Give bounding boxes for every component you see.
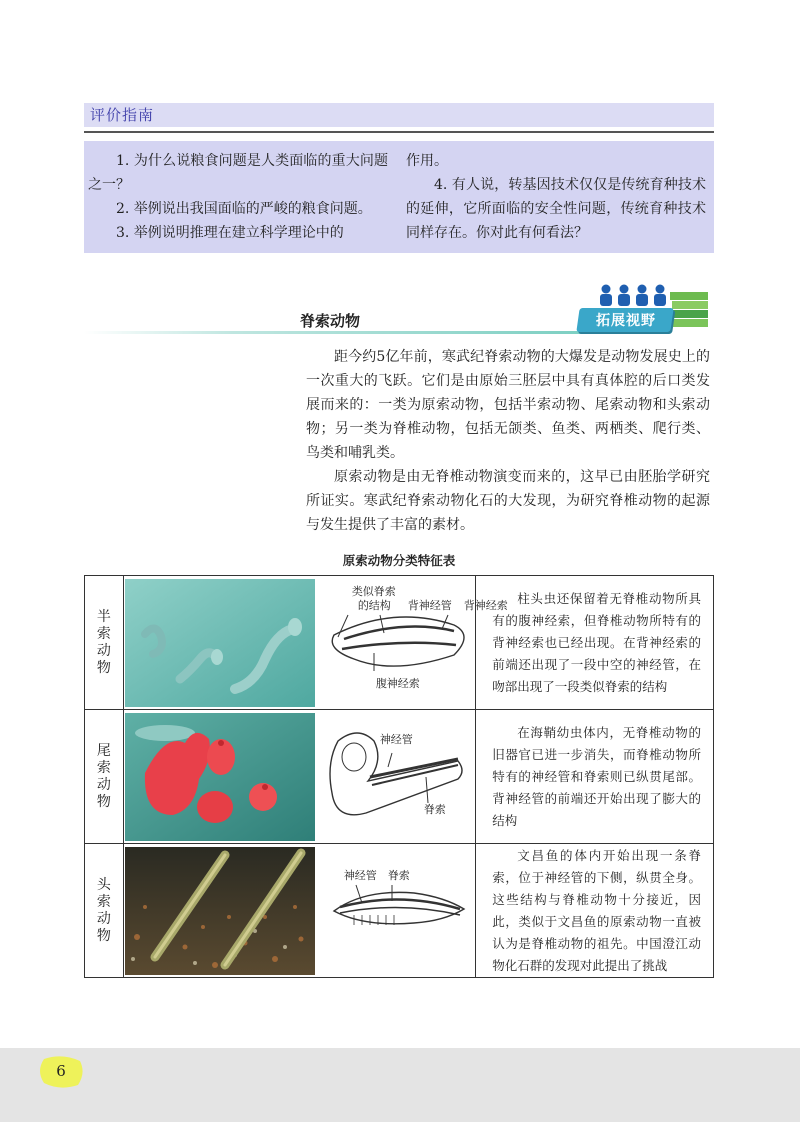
image-cell xyxy=(123,844,475,978)
row-name: 半索动物 xyxy=(96,608,111,676)
question-1: 1. 为什么说粮食问题是人类面临的重大问题之一？ xyxy=(88,153,388,193)
row-name-cell xyxy=(85,710,124,844)
label-notochord: 脊索 xyxy=(423,802,446,816)
question-4: 4. 有人说，转基因技术仅仅是传统育种技术的延伸，它所面临的安全性问题，传统育种技术同样存在。你对此有何看法？ xyxy=(406,177,706,241)
row-description: 在海鞘幼虫体内，无脊椎动物的旧器官已进一步消失，而脊椎动物所特有的神经管和脊索则已纵贯尾部。背神经管的前端还开始出现了膨大的结构 xyxy=(492,724,701,828)
description-cell xyxy=(476,576,714,710)
extension-badge: 拓展视野 xyxy=(596,313,656,329)
label-notochord: 脊索 xyxy=(387,868,410,882)
table-title: 原索动物分类特征表 xyxy=(342,553,456,568)
row-name-cell xyxy=(85,576,124,710)
label-ventral-nerve-cord: 腹神经索 xyxy=(375,676,420,690)
description-cell xyxy=(476,844,714,978)
evaluation-left-column xyxy=(88,149,388,245)
question-3: 3. 举例说明推理在建立科学理论中的 xyxy=(116,225,344,241)
extension-body xyxy=(306,345,710,537)
amphioxus-photo xyxy=(125,847,315,975)
books-icon xyxy=(668,290,710,330)
page-number: 6 xyxy=(56,1062,66,1080)
evaluation-title: 评价指南 xyxy=(90,106,155,124)
table-row xyxy=(85,710,714,844)
paragraph-2: 原索动物是由无脊椎动物演变而来的，这早已由胚胎学研究所证实。寒武纪脊索动物化石的大发现，为研究脊椎动物的起源与发生提供了丰富的素材。 xyxy=(306,469,710,533)
question-2: 2. 举例说出我国面临的严峻的粮食问题。 xyxy=(116,201,372,217)
evaluation-header xyxy=(84,103,714,127)
row-description: 柱头虫还保留着无脊椎动物所具有的腹神经索，但脊椎动物所特有的背神经索也已经出现。在背神经索的前端还出现了一段中空的神经管，在吻部出现了一段类似脊索的结构 xyxy=(492,590,701,694)
row-name: 尾索动物 xyxy=(96,742,111,810)
sea-squirt-diagram xyxy=(314,711,478,843)
row-name-cell xyxy=(85,844,124,978)
row-name: 头索动物 xyxy=(96,876,111,944)
description-cell xyxy=(476,710,714,844)
acorn-worm-photo xyxy=(125,579,315,707)
label-nerve-tube: 神经管 xyxy=(343,868,377,882)
amphioxus-diagram xyxy=(314,845,478,977)
page-footer xyxy=(0,1048,800,1122)
evaluation-right-column xyxy=(406,149,706,245)
label-dorsal-nerve-tube: 背神经管 xyxy=(407,598,452,612)
section-rule xyxy=(84,331,584,334)
label-nerve-tube: 神经管 xyxy=(379,732,413,746)
label-structure: 的结构 xyxy=(357,598,391,612)
table-row xyxy=(85,576,714,710)
sea-squirt-photo xyxy=(125,713,315,841)
image-cell xyxy=(123,576,508,710)
label-notochord-like: 类似脊索 xyxy=(351,584,396,598)
section-title: 脊索动物 xyxy=(300,312,361,330)
classification-table xyxy=(84,575,714,978)
label-dorsal-nerve-cord: 背神经索 xyxy=(463,598,508,612)
evaluation-divider xyxy=(84,131,714,133)
table-row xyxy=(85,844,714,978)
paragraph-1: 距今约5亿年前，寒武纪脊索动物的大爆发是动物发展史上的一次重大的飞跃。它们是由原始三胚层中具有真体腔的后口类发展而来的：一类为原索动物，包括半索动物、尾索动物和头索动物；另一类为脊椎动物，包括无颌类、鱼类、两栖类、爬行类、鸟类和哺乳类。 xyxy=(306,349,710,461)
image-cell xyxy=(123,710,475,844)
evaluation-box xyxy=(84,141,714,253)
question-3-continued: 作用。 xyxy=(406,153,448,169)
row-description: 文昌鱼的体内开始出现一条脊索，位于神经管的下侧，纵贯全身。这些结构与脊椎动物十分接近，因此，类似于文昌鱼的原索动物一直被认为是脊椎动物的祖先。中国澄江动物化石群的发现对此提出了挑战 xyxy=(492,847,701,973)
